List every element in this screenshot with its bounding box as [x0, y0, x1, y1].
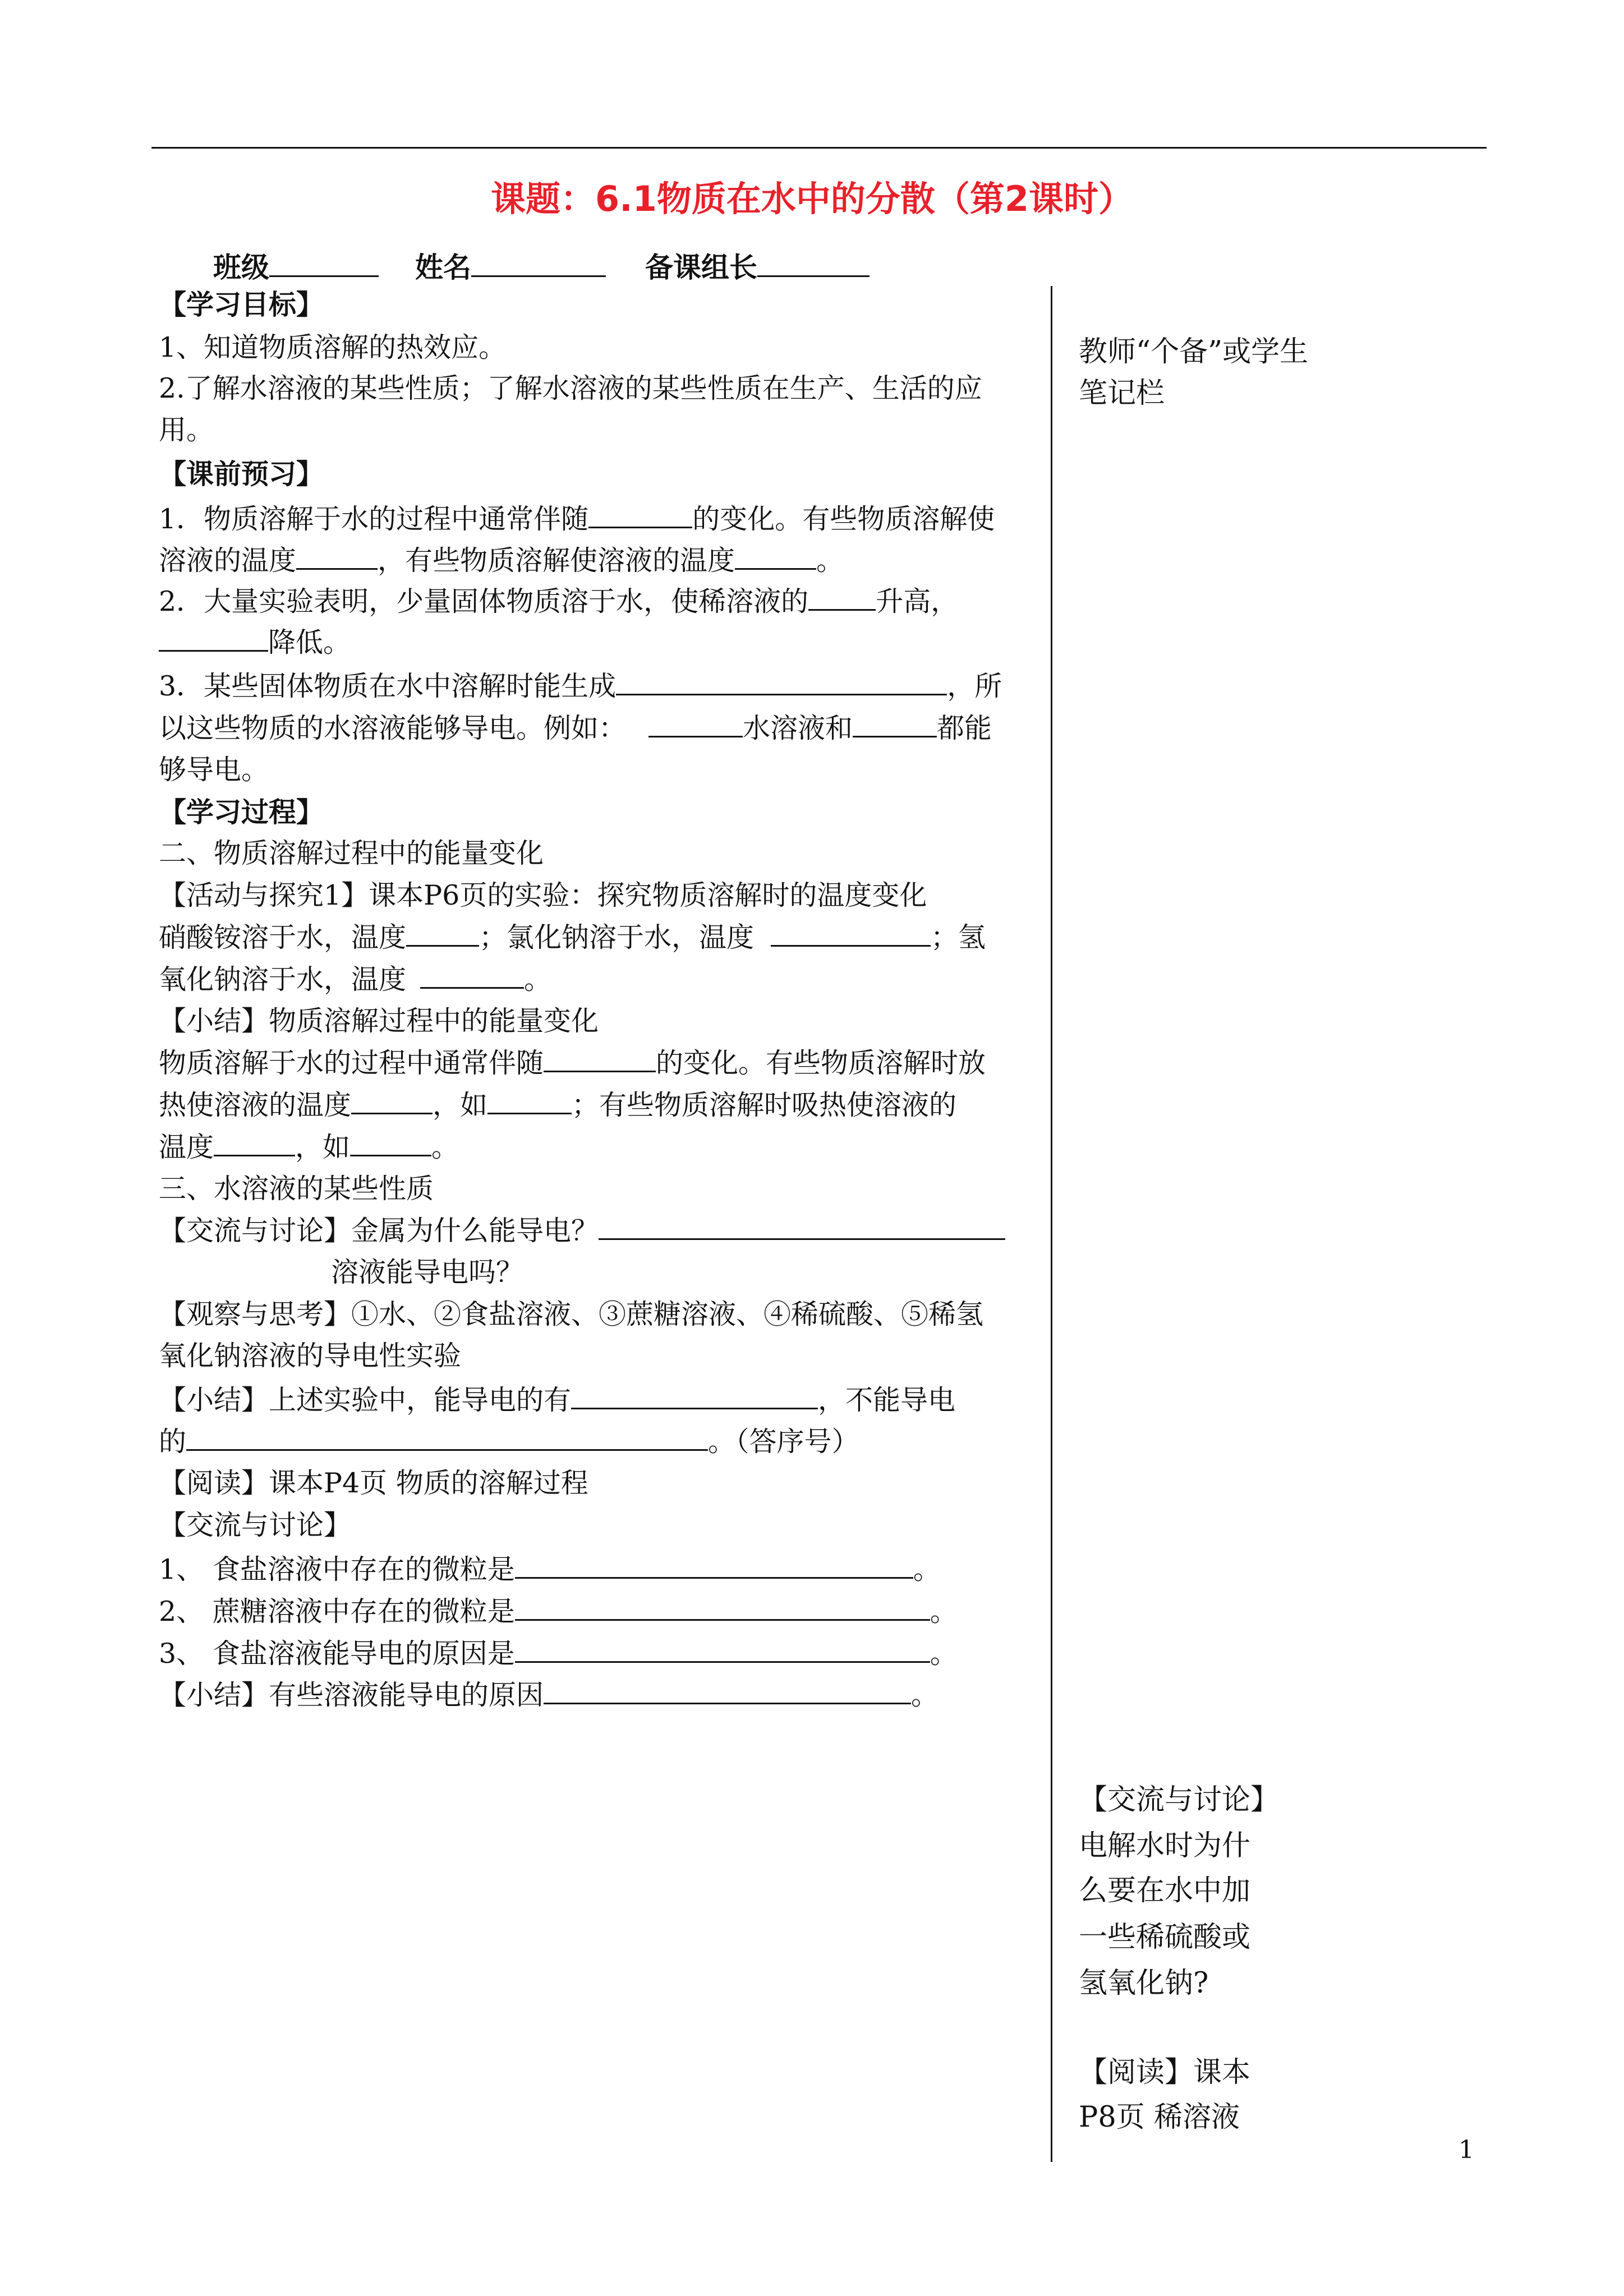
leader-blank[interactable]	[757, 253, 869, 277]
section-heading: 【学习目标】	[159, 288, 324, 321]
text-line: 2、 蔗糖溶液中存在的微粒是 。	[159, 1596, 958, 1628]
side-note: 教师“个备”或学生	[1079, 335, 1309, 368]
answer-blank[interactable]	[350, 1130, 431, 1156]
answer-blank[interactable]	[296, 543, 378, 570]
text-line: 3．某些固体物质在水中溶解时能生成 ，所	[159, 670, 1002, 702]
answer-blank[interactable]	[648, 711, 743, 737]
text-line: 的 。（答序号）	[159, 1426, 859, 1458]
answer-blank[interactable]	[599, 1214, 1005, 1240]
answer-blank[interactable]	[544, 1678, 911, 1704]
text-line: 【活动与探究1】课本P6页的实验：探究物质溶解时的温度变化	[159, 879, 927, 911]
text-line: 温度 ，如 。	[159, 1131, 459, 1163]
side-note: 一些稀硫酸或	[1079, 1921, 1251, 1954]
text-line: 【小结】物质溶解过程中的能量变化	[159, 1005, 599, 1037]
side-heading: 【交流与讨论】	[1079, 1783, 1280, 1816]
answer-blank[interactable]	[515, 1552, 913, 1579]
leader-field	[645, 245, 869, 285]
section-heading: 【学习过程】	[159, 796, 324, 828]
answer-blank[interactable]	[735, 543, 816, 570]
answer-blank[interactable]	[771, 920, 931, 947]
text-line: 【小结】有些溶液能导电的原因 。	[159, 1679, 939, 1711]
side-note: P8页 稀溶液	[1079, 2101, 1240, 2134]
text-line: 2．大量实验表明，少量固体物质溶于水，使稀溶液的 升高，	[159, 585, 959, 617]
text-line: 物质溶解于水的过程中通常伴随 的变化。有些物质溶解时放	[159, 1047, 986, 1079]
name-blank[interactable]	[471, 253, 606, 277]
section-heading: 【交流与讨论】	[159, 1509, 352, 1541]
class-label: 班级	[213, 251, 269, 284]
answer-blank[interactable]	[808, 584, 876, 611]
text-line: 降低。	[159, 625, 351, 660]
text-line: 【小结】上述实验中，能导电的有 ，不能导电	[159, 1384, 956, 1416]
answer-blank[interactable]	[351, 1088, 433, 1114]
class-blank[interactable]	[269, 253, 379, 277]
side-note: 笔记栏	[1079, 377, 1165, 410]
column-divider	[1051, 286, 1052, 2162]
text-line: 3、 食盐溶液能导电的原因是 。	[159, 1638, 958, 1670]
text-line: 以这些物质的水溶液能够导电。例如： 水溶液和 都能	[159, 712, 992, 744]
side-note: 么要在水中加	[1079, 1874, 1251, 1907]
text-line: 【交流与讨论】金属为什么能导电？	[159, 1214, 1005, 1248]
text-line: 1、 食盐溶液中存在的微粒是 。	[159, 1553, 941, 1585]
page-title: 课题：6.1物质在水中的分散（第2课时）	[491, 178, 1133, 219]
top-rule	[151, 147, 1487, 149]
text-line: 1．物质溶解于水的过程中通常伴随 的变化。有些物质溶解使	[159, 503, 995, 535]
side-heading: 【阅读】课本	[1079, 2056, 1251, 2089]
answer-blank[interactable]	[515, 1636, 930, 1663]
answer-blank[interactable]	[588, 502, 692, 528]
section-heading: 【课前预习】	[159, 458, 324, 490]
class-field	[213, 245, 379, 285]
text-line: 硝酸铵溶于水，温度 ；氯化钠溶于水，温度 ；氢	[159, 921, 986, 953]
name-label: 姓名	[415, 251, 471, 284]
text-line: 溶液的温度 ，有些物质溶解使溶液的温度 。	[159, 545, 844, 577]
text-line: 三、水溶液的某些性质	[159, 1173, 434, 1205]
leader-label: 备课组长	[645, 251, 757, 284]
text-line: 热使溶液的温度 ，如 ；有些物质溶解时吸热使溶液的	[159, 1089, 957, 1121]
side-note: 氢氧化钠?	[1079, 1967, 1209, 2000]
text-line: 二、物质溶解过程中的能量变化	[159, 837, 544, 869]
text-line: 【观察与思考】①水、②食盐溶液、③蔗糖溶液、④稀硫酸、⑤稀氢	[159, 1298, 984, 1330]
text-line: 【阅读】课本P4页 物质的溶解过程	[159, 1467, 588, 1499]
answer-blank[interactable]	[544, 1046, 656, 1072]
answer-blank[interactable]	[406, 920, 479, 947]
text-line: 溶液能导电吗？	[331, 1256, 524, 1288]
answer-blank[interactable]	[853, 711, 937, 737]
answer-blank[interactable]	[186, 1424, 708, 1451]
answer-blank[interactable]	[159, 625, 268, 652]
page-number: 1	[1459, 2136, 1474, 2164]
text-line: 2.了解水溶液的某些性质；了解水溶液的某些性质在生产、生活的应	[159, 372, 982, 404]
text-line: 氧化钠溶液的导电性实验	[159, 1340, 462, 1372]
text-line: 氧化钠溶于水，温度 。	[159, 963, 552, 995]
text-line: 够导电。	[159, 754, 269, 786]
answer-blank[interactable]	[487, 1088, 572, 1114]
answer-blank[interactable]	[616, 669, 947, 695]
answer-blank[interactable]	[571, 1383, 818, 1409]
side-note: 电解水时为什	[1079, 1829, 1251, 1862]
text-line: 1、知道物质溶解的热效应。	[159, 331, 507, 363]
answer-blank[interactable]	[515, 1594, 930, 1621]
name-field	[415, 245, 606, 285]
answer-blank[interactable]	[214, 1130, 295, 1156]
text-line: 用。	[159, 414, 214, 446]
answer-blank[interactable]	[420, 962, 524, 989]
